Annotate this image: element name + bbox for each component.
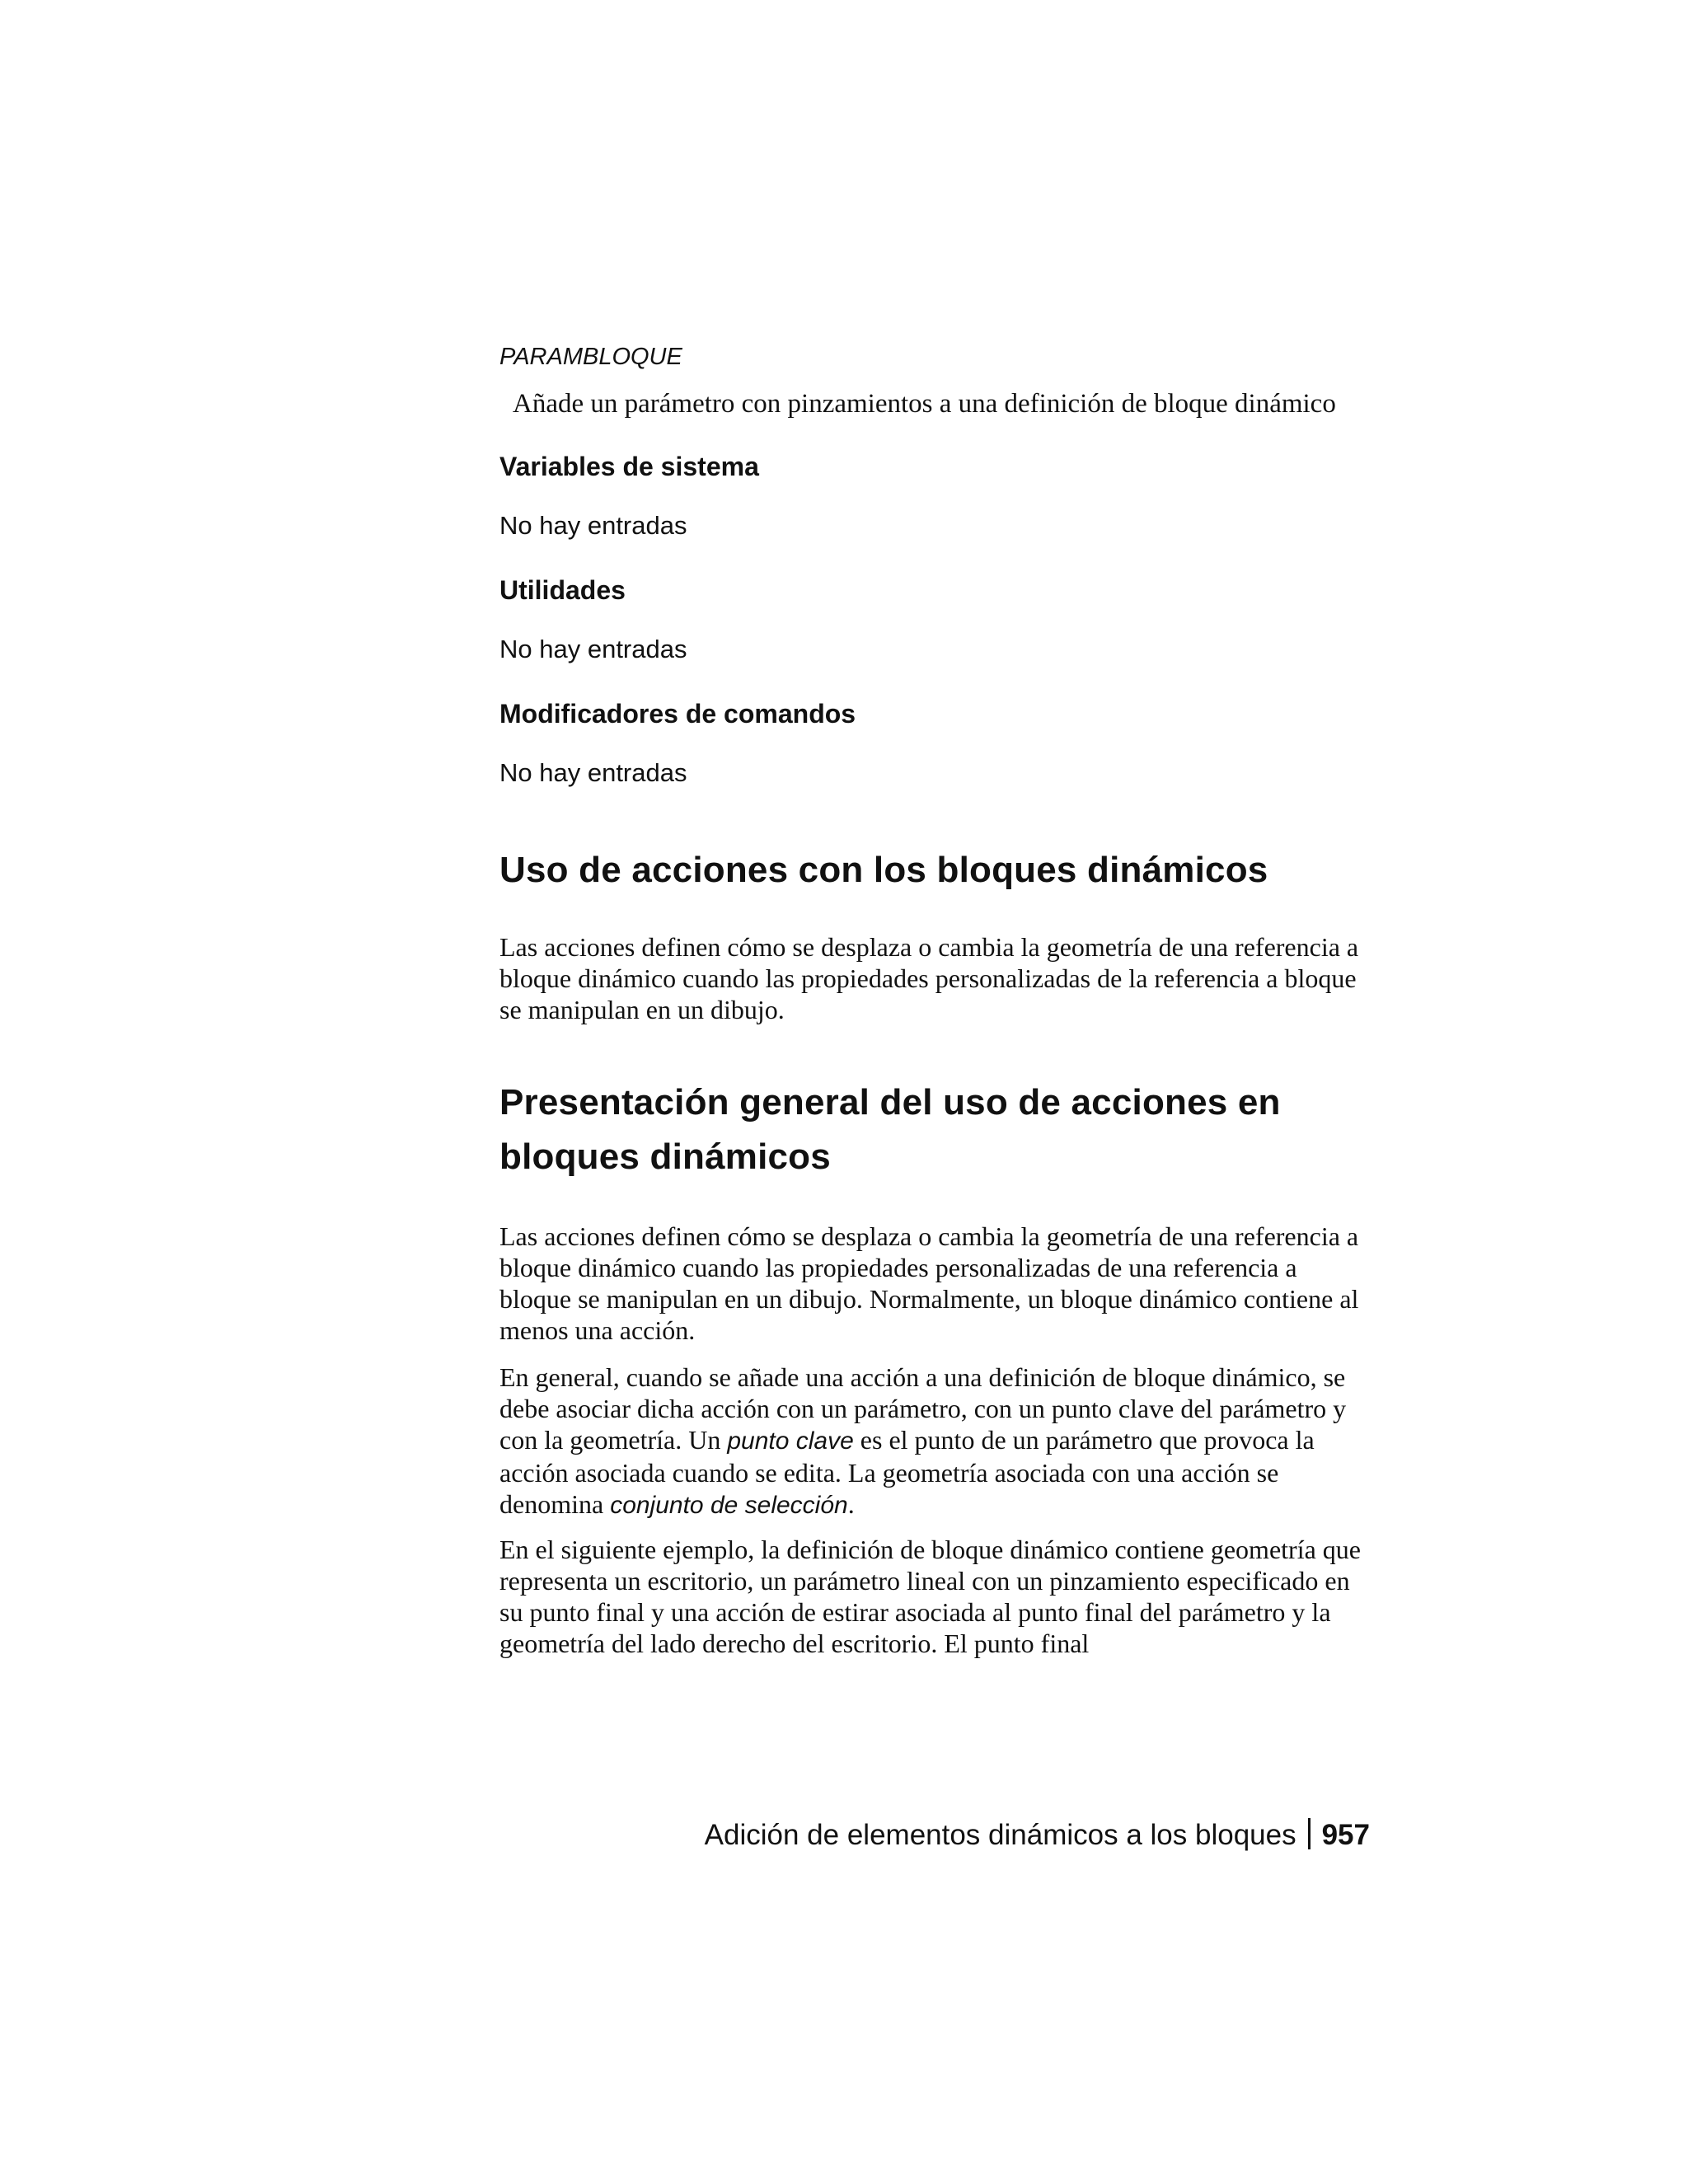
section-body-system-variables: No hay entradas <box>499 511 687 540</box>
page-number: 957 <box>1321 1819 1370 1851</box>
command-name: PARAMBLOQUE <box>499 344 682 370</box>
topic2-paragraph-2-part-c: . <box>847 1489 855 1519</box>
topic2-title: Presentación general del uso de acciones en bloques dinámicos <box>499 1082 1281 1177</box>
topic2-paragraph-2 <box>499 1361 1373 1521</box>
topic2-paragraph-2-part-a: En general, cuando se añade una acción a una definición de bloque dinámico, se debe asociar dicha acción con un parámetro, con un punto clave del parámetro y con la geometría. Un <box>499 1362 1347 1455</box>
section-heading-utilities: Utilidades <box>499 575 626 605</box>
footer-chapter-title: Adición de elementos dinámicos a los bloques <box>704 1819 1296 1851</box>
section-heading-system-variables: Variables de sistema <box>499 452 759 481</box>
key-point-term: punto clave <box>727 1427 854 1455</box>
topic2-paragraph-2-part-b: es el punto de un parámetro que provoca la acción asociada cuando se edita. La geometría asociada con una acción se denomina <box>499 1425 1315 1519</box>
page-footer <box>705 1817 1370 1854</box>
footer-separator <box>1308 1818 1311 1849</box>
section-body-utilities: No hay entradas <box>499 635 687 663</box>
section-heading-command-modifiers: Modificadores de comandos <box>499 699 856 729</box>
topic1-paragraph: Las acciones definen cómo se desplaza o cambia la geometría de una referencia a bloque dinámico cuando las propiedades personalizadas de la referencia a bloque se manipulan en un dibujo. <box>499 932 1359 1024</box>
topic1-title: Uso de acciones con los bloques dinámicos <box>499 850 1268 890</box>
selection-set-term: conjunto de selección <box>610 1492 848 1519</box>
section-body-command-modifiers: No hay entradas <box>499 758 687 787</box>
topic2-paragraph-3: En el siguiente ejemplo, la definición de bloque dinámico contiene geometría que representa un escritorio, un parámetro lineal con un pinzamiento especificado en su punto final y una acción de estirar asociada al punto final del parámetro y la geometría del lado derecho del escritorio. El punto final <box>499 1535 1361 1658</box>
topic2-paragraph-1: Las acciones definen cómo se desplaza o cambia la geometría de una referencia a bloque dinámico cuando las propiedades personalizadas de una referencia a bloque se manipulan en un dibujo. Normalmente, un bloque dinámico contiene al menos una acción. <box>499 1221 1359 1345</box>
command-description: Añade un parámetro con pinzamientos a una definición de bloque dinámico <box>513 389 1336 419</box>
